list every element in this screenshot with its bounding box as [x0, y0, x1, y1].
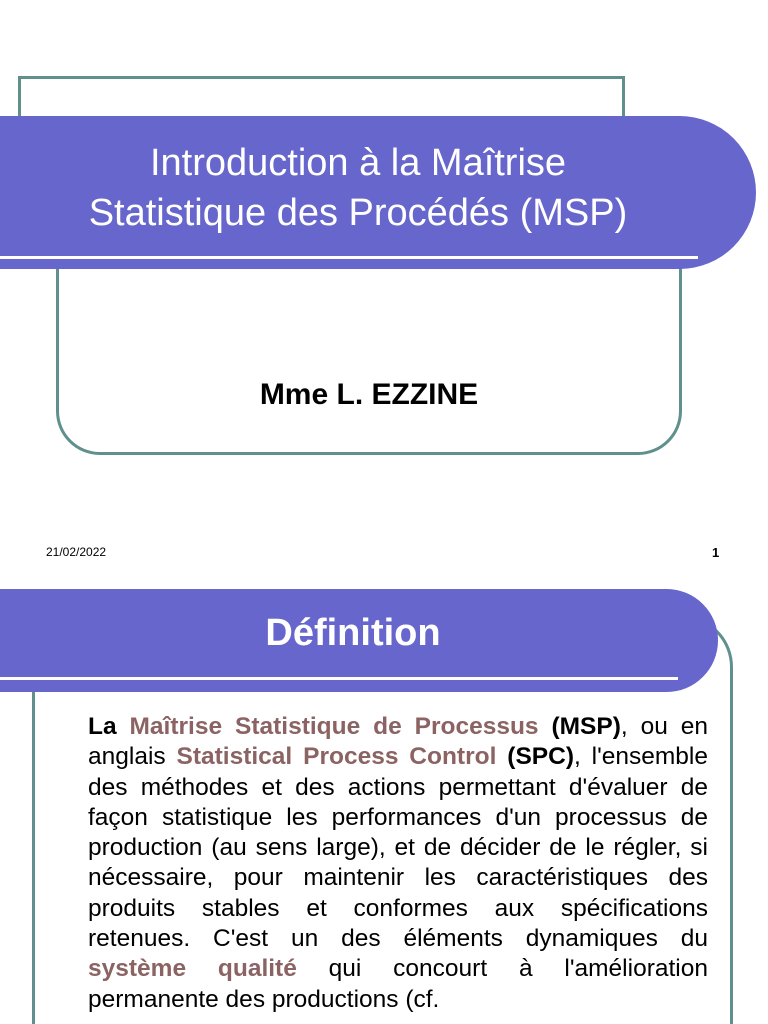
slide-2-body-text [88, 712, 708, 1015]
slide-2 [0, 575, 768, 1024]
body-run: , ou en anglais [88, 713, 708, 771]
keyword-msp: Maîtrise Statistique de Processus [129, 713, 539, 740]
abbr-spc: (SPC) [507, 743, 574, 771]
slide-2-band-underline [0, 677, 678, 680]
slide-1-date: 21/02/2022 [46, 545, 107, 559]
keyword-spc: Statistical Process Control [176, 743, 497, 771]
abbr-msp: (MSP) [551, 713, 621, 740]
body-run: , l'ensemble des méthodes et des actions permettant d'évaluer de façon statistique les performances d'un processus de production (au sens large), et de décider de le régler, si nécessaire, pour maintenir les caractéristiques des produits stables et conformes aux spécifications retenues. C'est un des éléments dynamiques du [88, 743, 709, 953]
slide-1-page-number: 1 [712, 545, 720, 560]
slide-1-author: Mme L. EZZINE [259, 378, 479, 411]
slide-1-title: Introduction à la Maîtrise Statistique des Procédés (MSP) [88, 142, 628, 234]
body-run: La [88, 713, 130, 740]
slide-2-title: Définition [265, 612, 441, 654]
body-run [496, 743, 507, 770]
keyword-systeme-qualite: système qualité [88, 955, 297, 983]
slide-1-band-underline [0, 256, 698, 259]
body-run: qui concourt à l'amélioration permanente des productions (cf. [88, 955, 708, 1013]
body-run [539, 713, 552, 740]
